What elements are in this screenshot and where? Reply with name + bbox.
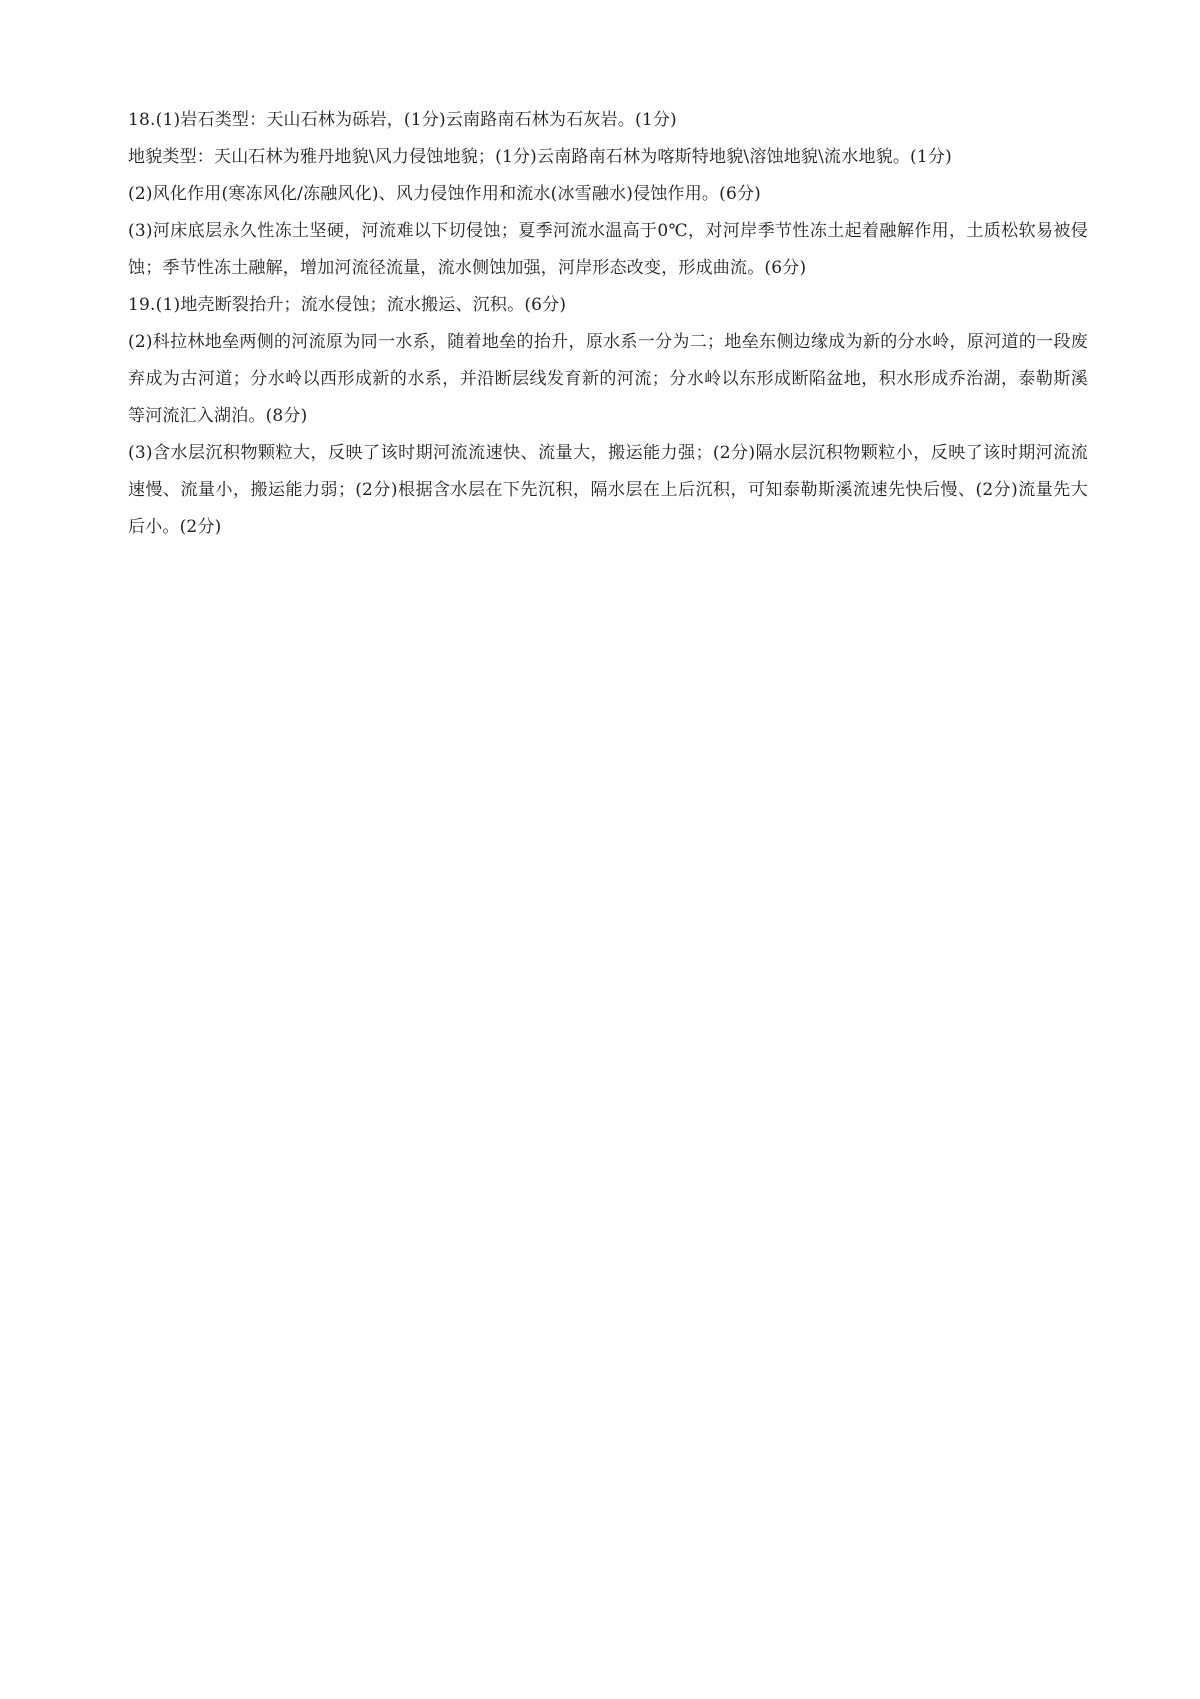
answer-18-1-landform-type: 地貌类型：天山石林为雅丹地貌\风力侵蚀地貌；(1分)云南路南石林为喀斯特地貌\溶蚀地貌\流水地貌。(1分) xyxy=(128,147,952,167)
answer-content xyxy=(128,102,1088,546)
answer-19-3: (3)含水层沉积物颗粒大，反映了该时期河流流速快、流量大，搬运能力强；(2分)隔水层沉积物颗粒小，反映了该时期河流流速慢、流量小，搬运能力弱；(2分)根据含水层在下先沉积，隔水层在上后沉积，可知泰勒斯溪流速先快后慢、(2分)流量先大后小。(2分) xyxy=(128,443,1088,537)
answer-18-2: (2)风化作用(寒冻风化/冻融风化)、风力侵蚀作用和流水(冰雪融水)侵蚀作用。(6分) xyxy=(128,184,762,204)
answer-18-3: (3)河床底层永久性冻土坚硬，河流难以下切侵蚀；夏季河流水温高于0℃，对河岸季节性冻土起着融解作用，土质松软易被侵蚀；季节性冻土融解，增加河流径流量，流水侧蚀加强，河岸形态改变，形成曲流。(6分) xyxy=(128,221,1088,278)
answer-19-2: (2)科拉林地垒两侧的河流原为同一水系，随着地垒的抬升，原水系一分为二；地垒东侧边缘成为新的分水岭，原河道的一段废弃成为古河道；分水岭以西形成新的水系，并沿断层线发育新的河流；分水岭以东形成断陷盆地，积水形成乔治湖，泰勒斯溪等河流汇入湖泊。(8分) xyxy=(128,332,1088,426)
answer-18-1-rock-type: 18.(1)岩石类型：天山石林为砾岩，(1分)云南路南石林为石灰岩。(1分) xyxy=(128,110,677,130)
answer-19-1: 19.(1)地壳断裂抬升；流水侵蚀；流水搬运、沉积。(6分) xyxy=(128,295,567,315)
